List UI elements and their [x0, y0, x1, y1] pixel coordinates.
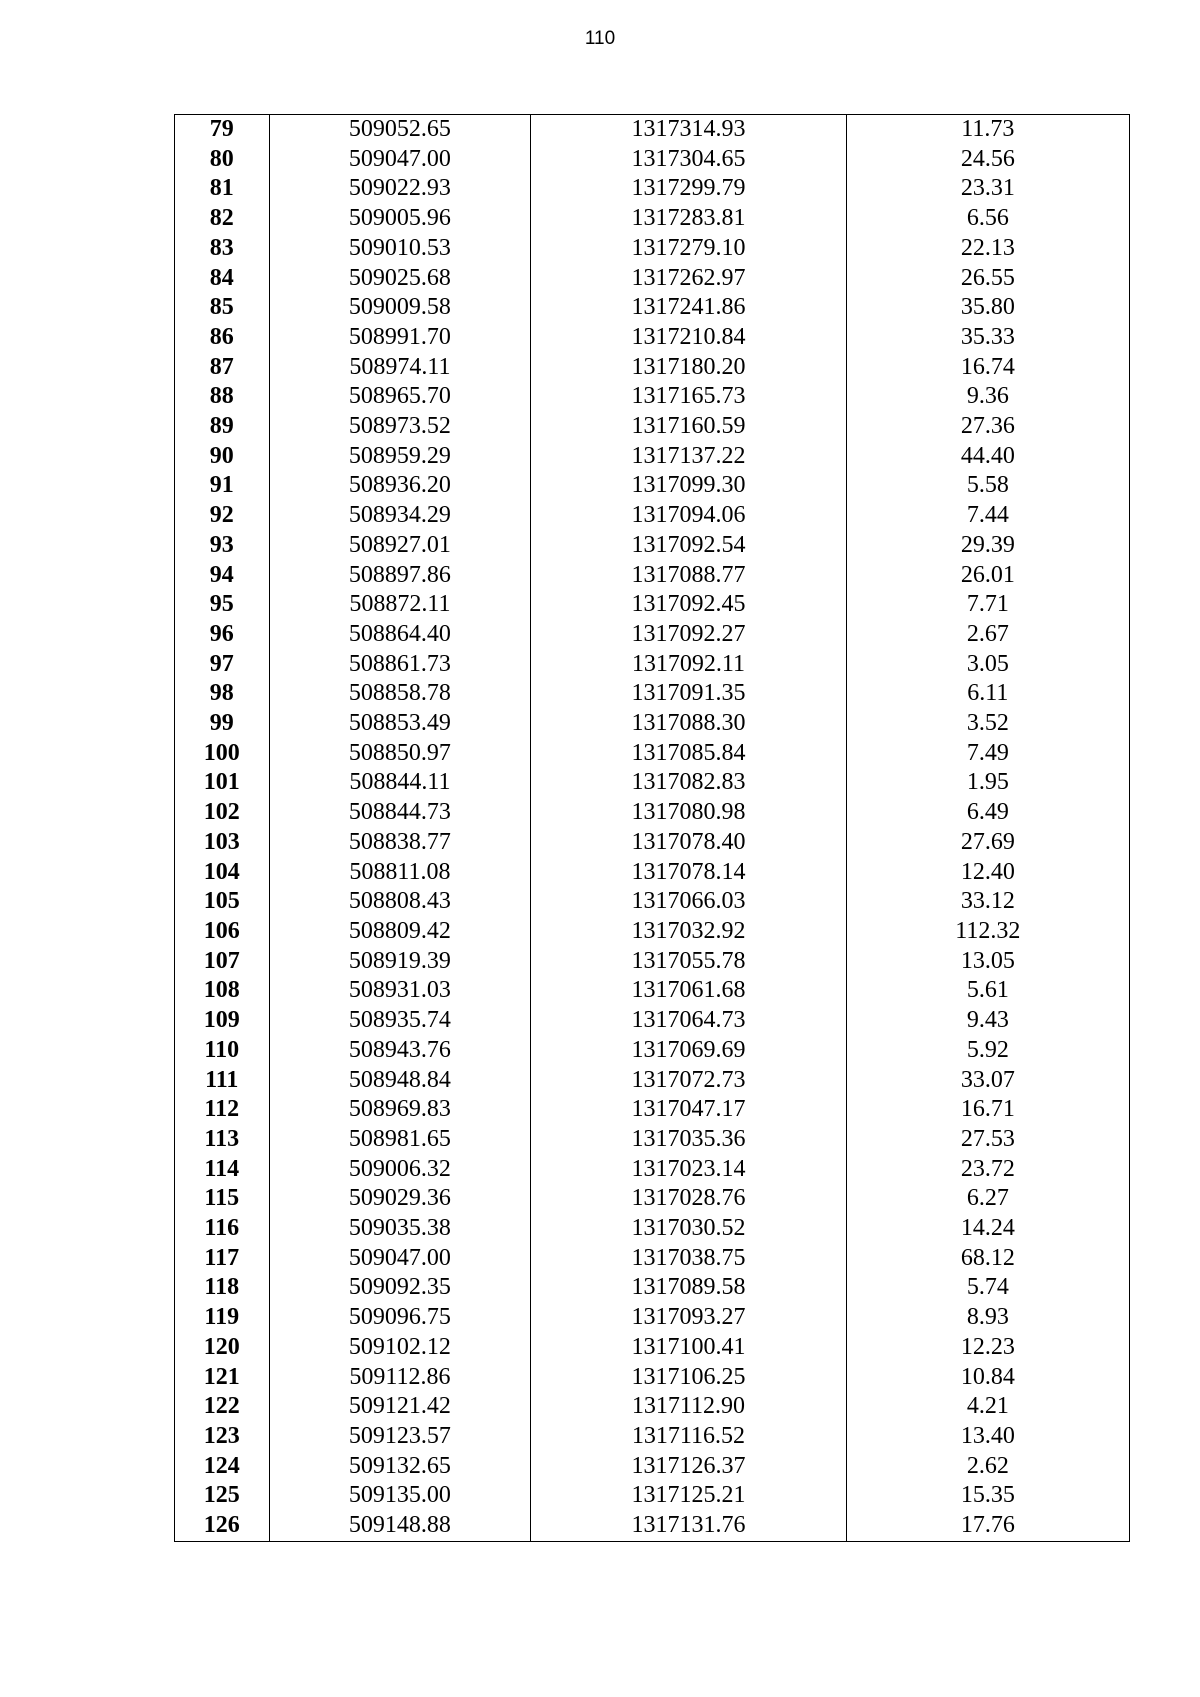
x-coordinate-cell: 508838.77	[269, 828, 531, 858]
y-coordinate-cell: 1317032.92	[531, 917, 846, 947]
distance-cell: 12.40	[846, 858, 1129, 888]
table-row	[175, 976, 1130, 1006]
x-coordinate-cell: 508959.29	[269, 442, 531, 472]
distance-cell: 5.74	[846, 1273, 1129, 1303]
table-row	[175, 1125, 1130, 1155]
y-coordinate-cell: 1317093.27	[531, 1303, 846, 1333]
distance-cell: 5.61	[846, 976, 1129, 1006]
distance-cell: 9.36	[846, 382, 1129, 412]
point-number-cell: 125	[175, 1481, 270, 1511]
point-number-cell: 113	[175, 1125, 270, 1155]
y-coordinate-cell: 1317106.25	[531, 1363, 846, 1393]
y-coordinate-cell: 1317116.52	[531, 1422, 846, 1452]
x-coordinate-cell: 509047.00	[269, 145, 531, 175]
x-coordinate-cell: 508844.11	[269, 768, 531, 798]
distance-cell: 29.39	[846, 531, 1129, 561]
y-coordinate-cell: 1317131.76	[531, 1511, 846, 1541]
y-coordinate-cell: 1317092.27	[531, 620, 846, 650]
point-number-cell: 99	[175, 709, 270, 739]
table-row	[175, 947, 1130, 977]
x-coordinate-cell: 508948.84	[269, 1066, 531, 1096]
x-coordinate-cell: 508936.20	[269, 471, 531, 501]
distance-cell: 12.23	[846, 1333, 1129, 1363]
table-row	[175, 798, 1130, 828]
x-coordinate-cell: 509047.00	[269, 1244, 531, 1274]
point-number-cell: 108	[175, 976, 270, 1006]
point-number-cell: 94	[175, 561, 270, 591]
x-coordinate-cell: 509052.65	[269, 115, 531, 145]
distance-cell: 27.36	[846, 412, 1129, 442]
y-coordinate-cell: 1317028.76	[531, 1184, 846, 1214]
x-coordinate-cell: 509102.12	[269, 1333, 531, 1363]
y-coordinate-cell: 1317210.84	[531, 323, 846, 353]
table-row	[175, 650, 1130, 680]
table-row	[175, 1244, 1130, 1274]
distance-cell: 24.56	[846, 145, 1129, 175]
x-coordinate-cell: 509022.93	[269, 174, 531, 204]
table-row	[175, 709, 1130, 739]
table-row	[175, 620, 1130, 650]
x-coordinate-cell: 509006.32	[269, 1155, 531, 1185]
y-coordinate-cell: 1317094.06	[531, 501, 846, 531]
distance-cell: 44.40	[846, 442, 1129, 472]
x-coordinate-cell: 508811.08	[269, 858, 531, 888]
y-coordinate-cell: 1317055.78	[531, 947, 846, 977]
y-coordinate-cell: 1317091.35	[531, 679, 846, 709]
y-coordinate-cell: 1317069.69	[531, 1036, 846, 1066]
y-coordinate-cell: 1317314.93	[531, 115, 846, 145]
distance-cell: 5.58	[846, 471, 1129, 501]
table-row	[175, 590, 1130, 620]
point-number-cell: 114	[175, 1155, 270, 1185]
y-coordinate-cell: 1317125.21	[531, 1481, 846, 1511]
x-coordinate-cell: 508991.70	[269, 323, 531, 353]
distance-cell: 2.62	[846, 1452, 1129, 1482]
x-coordinate-cell: 508974.11	[269, 353, 531, 383]
point-number-cell: 105	[175, 887, 270, 917]
y-coordinate-cell: 1317165.73	[531, 382, 846, 412]
y-coordinate-cell: 1317085.84	[531, 739, 846, 769]
distance-cell: 35.80	[846, 293, 1129, 323]
table-row	[175, 561, 1130, 591]
table-row	[175, 1422, 1130, 1452]
point-number-cell: 79	[175, 115, 270, 145]
x-coordinate-cell: 508864.40	[269, 620, 531, 650]
point-number-cell: 116	[175, 1214, 270, 1244]
y-coordinate-cell: 1317030.52	[531, 1214, 846, 1244]
table-row	[175, 1333, 1130, 1363]
table-row	[175, 1273, 1130, 1303]
point-number-cell: 82	[175, 204, 270, 234]
point-number-cell: 107	[175, 947, 270, 977]
distance-cell: 33.12	[846, 887, 1129, 917]
point-number-cell: 126	[175, 1511, 270, 1541]
table-row	[175, 1095, 1130, 1125]
y-coordinate-cell: 1317088.77	[531, 561, 846, 591]
distance-cell: 6.11	[846, 679, 1129, 709]
point-number-cell: 85	[175, 293, 270, 323]
y-coordinate-cell: 1317299.79	[531, 174, 846, 204]
table-row	[175, 917, 1130, 947]
table-row	[175, 1184, 1130, 1214]
table-row	[175, 531, 1130, 561]
x-coordinate-cell: 509148.88	[269, 1511, 531, 1541]
x-coordinate-cell: 508853.49	[269, 709, 531, 739]
point-number-cell: 104	[175, 858, 270, 888]
point-number-cell: 120	[175, 1333, 270, 1363]
y-coordinate-cell: 1317180.20	[531, 353, 846, 383]
point-number-cell: 97	[175, 650, 270, 680]
distance-cell: 7.49	[846, 739, 1129, 769]
table-row	[175, 1303, 1130, 1333]
x-coordinate-cell: 509025.68	[269, 264, 531, 294]
table-row	[175, 858, 1130, 888]
x-coordinate-cell: 509035.38	[269, 1214, 531, 1244]
x-coordinate-cell: 508872.11	[269, 590, 531, 620]
x-coordinate-cell: 508858.78	[269, 679, 531, 709]
y-coordinate-cell: 1317279.10	[531, 234, 846, 264]
table-row	[175, 679, 1130, 709]
x-coordinate-cell: 508850.97	[269, 739, 531, 769]
point-number-cell: 124	[175, 1452, 270, 1482]
distance-cell: 6.49	[846, 798, 1129, 828]
table-row	[175, 1036, 1130, 1066]
x-coordinate-cell: 509132.65	[269, 1452, 531, 1482]
distance-cell: 1.95	[846, 768, 1129, 798]
table-row	[175, 1006, 1130, 1036]
y-coordinate-cell: 1317072.73	[531, 1066, 846, 1096]
x-coordinate-cell: 509029.36	[269, 1184, 531, 1214]
distance-cell: 23.72	[846, 1155, 1129, 1185]
y-coordinate-cell: 1317092.11	[531, 650, 846, 680]
point-number-cell: 112	[175, 1095, 270, 1125]
distance-cell: 13.05	[846, 947, 1129, 977]
table-row	[175, 204, 1130, 234]
y-coordinate-cell: 1317080.98	[531, 798, 846, 828]
point-number-cell: 90	[175, 442, 270, 472]
y-coordinate-cell: 1317137.22	[531, 442, 846, 472]
table-row	[175, 234, 1130, 264]
distance-cell: 22.13	[846, 234, 1129, 264]
table-row	[175, 353, 1130, 383]
table-row	[175, 442, 1130, 472]
y-coordinate-cell: 1317082.83	[531, 768, 846, 798]
distance-cell: 6.56	[846, 204, 1129, 234]
x-coordinate-cell: 508934.29	[269, 501, 531, 531]
point-number-cell: 110	[175, 1036, 270, 1066]
distance-cell: 33.07	[846, 1066, 1129, 1096]
y-coordinate-cell: 1317100.41	[531, 1333, 846, 1363]
x-coordinate-cell: 508973.52	[269, 412, 531, 442]
distance-cell: 9.43	[846, 1006, 1129, 1036]
distance-cell: 7.71	[846, 590, 1129, 620]
point-number-cell: 101	[175, 768, 270, 798]
x-coordinate-cell: 508808.43	[269, 887, 531, 917]
point-number-cell: 89	[175, 412, 270, 442]
distance-cell: 15.35	[846, 1481, 1129, 1511]
distance-cell: 7.44	[846, 501, 1129, 531]
distance-cell: 26.55	[846, 264, 1129, 294]
x-coordinate-cell: 509010.53	[269, 234, 531, 264]
y-coordinate-cell: 1317023.14	[531, 1155, 846, 1185]
x-coordinate-cell: 509096.75	[269, 1303, 531, 1333]
x-coordinate-cell: 509121.42	[269, 1392, 531, 1422]
y-coordinate-cell: 1317092.45	[531, 590, 846, 620]
table-row	[175, 1511, 1130, 1541]
y-coordinate-cell: 1317092.54	[531, 531, 846, 561]
distance-cell: 2.67	[846, 620, 1129, 650]
y-coordinate-cell: 1317126.37	[531, 1452, 846, 1482]
distance-cell: 5.92	[846, 1036, 1129, 1066]
point-number-cell: 87	[175, 353, 270, 383]
distance-cell: 10.84	[846, 1363, 1129, 1393]
point-number-cell: 111	[175, 1066, 270, 1096]
y-coordinate-cell: 1317035.36	[531, 1125, 846, 1155]
table-row	[175, 471, 1130, 501]
distance-cell: 16.71	[846, 1095, 1129, 1125]
x-coordinate-cell: 509112.86	[269, 1363, 531, 1393]
distance-cell: 3.52	[846, 709, 1129, 739]
distance-cell: 13.40	[846, 1422, 1129, 1452]
point-number-cell: 102	[175, 798, 270, 828]
y-coordinate-cell: 1317038.75	[531, 1244, 846, 1274]
table-row	[175, 1481, 1130, 1511]
coordinates-table	[174, 114, 1130, 1542]
table-body	[175, 115, 1130, 1542]
point-number-cell: 91	[175, 471, 270, 501]
y-coordinate-cell: 1317066.03	[531, 887, 846, 917]
table-row	[175, 501, 1130, 531]
x-coordinate-cell: 508861.73	[269, 650, 531, 680]
distance-cell: 14.24	[846, 1214, 1129, 1244]
page-number: 110	[584, 28, 616, 49]
distance-cell: 16.74	[846, 353, 1129, 383]
x-coordinate-cell: 508809.42	[269, 917, 531, 947]
point-number-cell: 122	[175, 1392, 270, 1422]
x-coordinate-cell: 508919.39	[269, 947, 531, 977]
table-row	[175, 382, 1130, 412]
distance-cell: 4.21	[846, 1392, 1129, 1422]
point-number-cell: 121	[175, 1363, 270, 1393]
x-coordinate-cell: 508981.65	[269, 1125, 531, 1155]
x-coordinate-cell: 508965.70	[269, 382, 531, 412]
distance-cell: 27.53	[846, 1125, 1129, 1155]
y-coordinate-cell: 1317304.65	[531, 145, 846, 175]
point-number-cell: 118	[175, 1273, 270, 1303]
table-row	[175, 1452, 1130, 1482]
x-coordinate-cell: 509009.58	[269, 293, 531, 323]
y-coordinate-cell: 1317262.97	[531, 264, 846, 294]
point-number-cell: 109	[175, 1006, 270, 1036]
distance-cell: 8.93	[846, 1303, 1129, 1333]
y-coordinate-cell: 1317047.17	[531, 1095, 846, 1125]
point-number-cell: 86	[175, 323, 270, 353]
table-row	[175, 828, 1130, 858]
point-number-cell: 81	[175, 174, 270, 204]
table-row	[175, 1066, 1130, 1096]
y-coordinate-cell: 1317160.59	[531, 412, 846, 442]
point-number-cell: 115	[175, 1184, 270, 1214]
point-number-cell: 100	[175, 739, 270, 769]
y-coordinate-cell: 1317283.81	[531, 204, 846, 234]
table-row	[175, 887, 1130, 917]
point-number-cell: 123	[175, 1422, 270, 1452]
y-coordinate-cell: 1317061.68	[531, 976, 846, 1006]
point-number-cell: 119	[175, 1303, 270, 1333]
y-coordinate-cell: 1317078.40	[531, 828, 846, 858]
point-number-cell: 88	[175, 382, 270, 412]
x-coordinate-cell: 508897.86	[269, 561, 531, 591]
distance-cell: 3.05	[846, 650, 1129, 680]
distance-cell: 11.73	[846, 115, 1129, 145]
table-row	[175, 1155, 1130, 1185]
point-number-cell: 84	[175, 264, 270, 294]
x-coordinate-cell: 508931.03	[269, 976, 531, 1006]
distance-cell: 68.12	[846, 1244, 1129, 1274]
point-number-cell: 96	[175, 620, 270, 650]
y-coordinate-cell: 1317089.58	[531, 1273, 846, 1303]
distance-cell: 26.01	[846, 561, 1129, 591]
table-row	[175, 323, 1130, 353]
x-coordinate-cell: 508969.83	[269, 1095, 531, 1125]
y-coordinate-cell: 1317099.30	[531, 471, 846, 501]
table-row	[175, 174, 1130, 204]
table-row	[175, 264, 1130, 294]
distance-cell: 17.76	[846, 1511, 1129, 1541]
distance-cell: 23.31	[846, 174, 1129, 204]
distance-cell: 112.32	[846, 917, 1129, 947]
table-row	[175, 1392, 1130, 1422]
y-coordinate-cell: 1317112.90	[531, 1392, 846, 1422]
point-number-cell: 95	[175, 590, 270, 620]
point-number-cell: 83	[175, 234, 270, 264]
table-row	[175, 115, 1130, 145]
x-coordinate-cell: 508935.74	[269, 1006, 531, 1036]
y-coordinate-cell: 1317078.14	[531, 858, 846, 888]
x-coordinate-cell: 508927.01	[269, 531, 531, 561]
distance-cell: 35.33	[846, 323, 1129, 353]
table-row	[175, 1363, 1130, 1393]
distance-cell: 6.27	[846, 1184, 1129, 1214]
point-number-cell: 80	[175, 145, 270, 175]
table-row	[175, 768, 1130, 798]
y-coordinate-cell: 1317241.86	[531, 293, 846, 323]
table-row	[175, 145, 1130, 175]
x-coordinate-cell: 509135.00	[269, 1481, 531, 1511]
x-coordinate-cell: 509005.96	[269, 204, 531, 234]
point-number-cell: 117	[175, 1244, 270, 1274]
table-row	[175, 739, 1130, 769]
y-coordinate-cell: 1317064.73	[531, 1006, 846, 1036]
distance-cell: 27.69	[846, 828, 1129, 858]
x-coordinate-cell: 509123.57	[269, 1422, 531, 1452]
x-coordinate-cell: 508943.76	[269, 1036, 531, 1066]
table-row	[175, 293, 1130, 323]
x-coordinate-cell: 508844.73	[269, 798, 531, 828]
table-row	[175, 1214, 1130, 1244]
point-number-cell: 103	[175, 828, 270, 858]
point-number-cell: 92	[175, 501, 270, 531]
point-number-cell: 106	[175, 917, 270, 947]
y-coordinate-cell: 1317088.30	[531, 709, 846, 739]
x-coordinate-cell: 509092.35	[269, 1273, 531, 1303]
table-row	[175, 412, 1130, 442]
point-number-cell: 93	[175, 531, 270, 561]
point-number-cell: 98	[175, 679, 270, 709]
